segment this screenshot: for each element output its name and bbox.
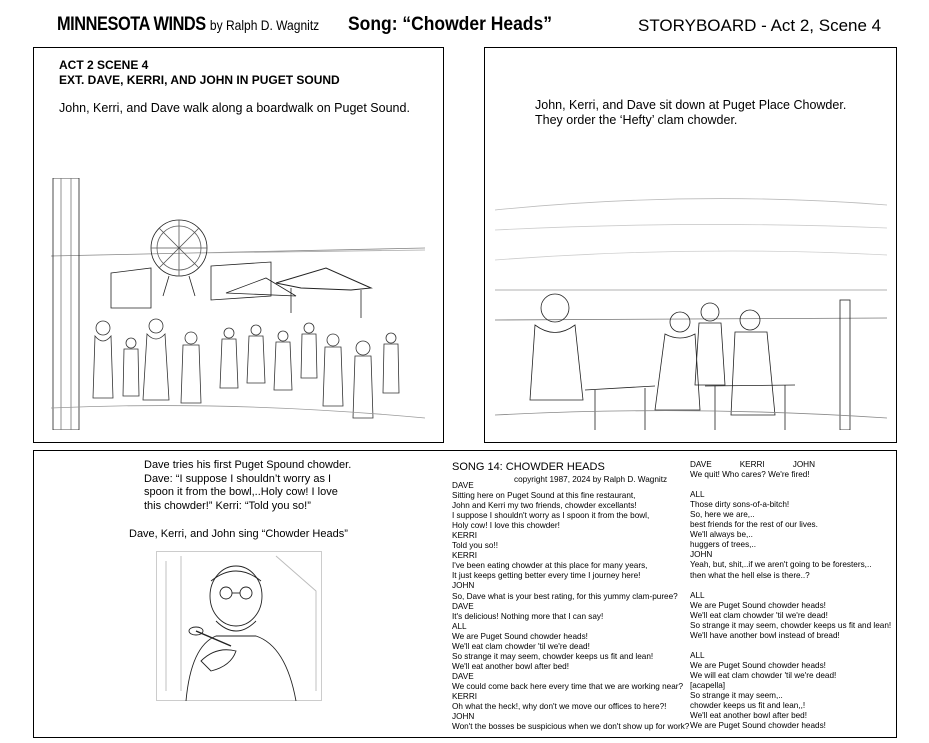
lyric-line: KERRI [452,691,478,701]
page-header [0,0,929,44]
intro-line: this chowder!” Kerri: “Told you so!” [144,499,311,512]
lyric-line: It just keeps getting better every time I journey here! [452,571,641,581]
song-title: Song: “Chowder Heads” [348,14,552,35]
lyric-line: We could come back here every time that we are working near? [452,681,684,691]
lyric-line: chowder keeps us fit and lean,,! [690,701,806,711]
cast-name: DAVE [690,460,712,469]
scene-heading [59,58,340,88]
lyric-line: We are Puget Sound chowder heads! [452,631,588,641]
lyric-line: So strange it may seem, chowder keeps us fit and lean! [452,651,654,661]
lyric-line: We'll eat clam chowder 'til we're dead! [690,610,828,620]
lyric-line: So strange it may seem, chowder keeps us fit and lean! [690,620,892,630]
lyric-line: Yeah, but, shit,..if we aren't going to be foresters,.. [690,560,872,570]
lyric-line: We quit! Who cares? We're fired! [690,470,810,480]
storyboard-panel-2 [484,47,897,443]
lyric-line: So strange it may seem,.. [690,691,783,701]
panel-1-description: John, Kerri, and Dave walk along a boardwalk on Puget Sound. [59,101,410,115]
sing-caption: Dave, Kerri, and John sing “Chowder Heads” [129,528,348,540]
lyric-line: DAVE [452,481,474,490]
panel-2-description [535,98,846,128]
lyric-line [690,581,891,591]
storyboard-panel-1 [33,47,444,443]
lyric-line: then what the hell else is there..? [690,570,810,580]
dave-eating-sketch-image [156,551,322,701]
lyric-line: [acapella] [690,681,726,691]
lyric-line [690,641,891,651]
lyric-line: We are Puget Sound chowder heads! [690,721,826,731]
storyboard-title: STORYBOARD - Act 2, Scene 4 [638,16,882,35]
lyric-line: Holy cow! I love this chowder! [452,521,560,531]
lyric-line: We'll have another bowl instead of bread! [690,630,840,640]
lyric-line [690,480,891,490]
lyric-line: It's delicious! Nothing more that I can say! [452,611,604,621]
panel-3-intro [144,459,354,513]
act-scene-label: ACT 2 SCENE 4 [59,58,149,72]
lyric-line: JOHN [452,712,475,722]
storyboard-panel-3 [33,450,897,738]
author-byline: by Ralph D. Wagnitz [209,17,320,33]
lyric-line: huggers of trees,.. [690,540,756,550]
copyright-notice: copyright 1987, 2024 by Ralph D. Wagnitz [514,475,668,484]
lyric-line: ALL [690,650,705,660]
boardwalk-sketch-image [51,178,425,430]
lyric-line: KERRI [452,531,478,541]
lyric-line: So, Dave what is your best rating, for this yummy clam-puree? [452,591,678,601]
intro-line: Dave tries his first Puget Spound chowder. [144,459,352,471]
lyric-line: best friends for the rest of our lives. [690,520,818,530]
lyrics-column-right [690,460,891,731]
lyric-line: ALL [690,490,705,500]
lyric-line: KERRI [452,551,478,561]
lyric-line: Sitting here on Puget Sound at this fine restaurant, [452,491,636,501]
lyric-line: I've been eating chowder at this place for many years, [452,561,648,571]
lyric-line: Won't the bosses be suspicious when we don't show up for work? [452,722,690,732]
lyric-line: We are Puget Sound chowder heads! [690,660,826,670]
lyric-line: We'll eat clam chowder 'til we're dead! [452,641,590,651]
panel-2-line-1: John, Kerri, and Dave sit down at Puget Place Chowder. [535,98,847,112]
cast-names [690,460,891,470]
intro-line: spoon it from the bowl,..Holy cow! I love [144,486,338,498]
lyric-line: We are Puget Sound chowder heads! [690,600,826,610]
cast-name: JOHN [792,460,816,469]
panel-2-line-2: They order the ‘Hefty’ clam chowder. [535,113,738,127]
intro-line: Dave: “I suppose I shouldn’t worry as I [144,472,332,485]
lyric-line: We'll eat another bowl after bed! [452,661,570,671]
lyric-line: Told you so!! [452,541,498,551]
lyric-line: DAVE [452,601,474,611]
lyric-line: Oh what the heck!, why don't we move our offices to here?! [452,702,667,712]
lyric-line: ALL [452,621,467,631]
lyric-line: We'll eat another bowl after bed! [690,711,808,721]
brand-title: MINNESOTA WINDS by Ralph D. Wagnitz [57,14,320,35]
lyric-line: We will eat clam chowder 'til we're dead! [690,670,837,680]
lyric-line: JOHN [452,581,475,591]
cast-name: KERRI [739,460,765,469]
lyric-line: So, here we are,.. [690,510,755,520]
lyric-line: ALL [690,590,705,600]
lyric-line: Those dirty sons-of-a-bitch! [690,500,790,510]
song-heading: SONG 14: CHOWDER HEADS [452,461,605,473]
lyric-line: JOHN [690,550,713,560]
restaurant-sketch-image [495,190,887,430]
lyrics-column-left [452,471,689,732]
lyric-line: I suppose I shouldn't worry as I spoon it from the bowl, [452,511,650,521]
lyric-line: John and Kerri my two friends, chowder excellants! [452,501,637,511]
scene-location-label: EXT. DAVE, KERRI, AND JOHN IN PUGET SOUND [59,73,340,87]
lyric-line: We'll always be,.. [690,530,753,540]
lyric-line: DAVE [452,671,474,681]
